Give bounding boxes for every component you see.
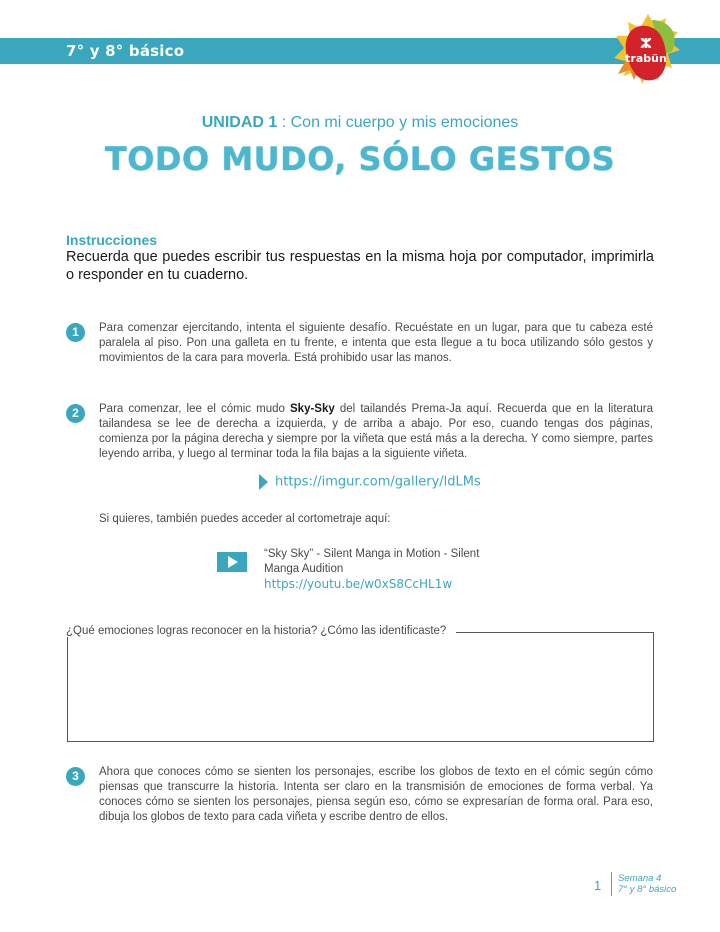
- page-number: 1: [594, 878, 602, 893]
- question-label: ¿Qué emociones logras reconocer en la historia? ¿Cómo las identificaste?: [66, 625, 456, 637]
- unit-heading: [0, 114, 720, 132]
- video-url[interactable]: https://youtu.be/w0xS8CcHL1w: [264, 577, 453, 591]
- video-title: “Sky Sky” - Silent Manga in Motion - Silent Manga Audition: [264, 548, 480, 575]
- trabun-logo-icon: [608, 10, 684, 88]
- svg-text:ⵣ: ⵣ: [640, 36, 652, 52]
- unit-name: Con mi cuerpo y mis emociones: [290, 114, 519, 131]
- step-text-part: Para comenzar, lee el cómic mudo: [99, 403, 291, 415]
- footer-info: [618, 873, 676, 895]
- also-text: Si quieres, también puedes acceder al cortometraje aquí:: [99, 513, 391, 525]
- step-text: Para comenzar ejercitando, intenta el siguiente desafío. Recuéstate en un lugar, para que tu cabeza esté paralela al piso. Pon una galleta en tu frente, e intenta que esta llegue a tu boca utilizando sólo gestos y movimientos de la cara para moverla. Está prohibido usar las manos.: [99, 322, 653, 364]
- video-info: [264, 547, 494, 592]
- step-number-badge: 3: [66, 767, 85, 786]
- page-title: TODO MUDO, SÓLO GESTOS: [104, 140, 616, 178]
- step-text-part: del tailandés Prema-Ja aquí. Recuerda que en la literatura tailandesa se lee de derecha a izquierda, y de arriba a abajo. Por eso, cuando tengas dos páginas, comienza por la página derecha y siempre por la viñeta que está más a la derecha. Y como siempre, partes leyendo arriba, y luego al terminar toda la fila bajas a la siguiente viñeta.: [99, 403, 653, 460]
- comic-link-url[interactable]: https://imgur.com/gallery/ldLMs: [275, 474, 481, 490]
- footer-week: Semana 4: [618, 873, 662, 884]
- svg-text:trabün: trabün: [625, 52, 667, 65]
- step-number-badge: 1: [66, 323, 85, 342]
- grade-label: 7° y 8° básico: [66, 42, 185, 60]
- play-button-icon[interactable]: [217, 552, 247, 572]
- step-number-badge: 2: [66, 404, 85, 423]
- answer-box[interactable]: [67, 632, 654, 742]
- footer-divider: [611, 872, 612, 896]
- step-text: [99, 402, 653, 462]
- comic-title: Sky-Sky: [290, 403, 335, 415]
- play-triangle-icon: [259, 474, 268, 490]
- unit-separator: :: [277, 114, 291, 131]
- footer-grade: 7° y 8° básico: [618, 884, 677, 895]
- instructions-text: Recuerda que puedes escribir tus respuestas en la misma hoja por computador, imprimirla o responder en tu cuaderno.: [66, 249, 654, 283]
- instructions-heading: Instrucciones: [66, 232, 158, 248]
- comic-link[interactable]: [259, 474, 481, 490]
- unit-label: UNIDAD 1: [201, 114, 278, 131]
- step-text: Ahora que conoces cómo se sienten los personajes, escribe los globos de texto en el cómic según cómo piensas que transcurre la historia. Intenta ser claro en la transmisión de emociones de forma verbal. Ya conoces cómo se sienten los personajes, piensa según eso, cómo se expresarían de forma oral. Para eso, dibuja los globos de texto para cada viñeta y escribe dentro de ellos.: [99, 766, 653, 823]
